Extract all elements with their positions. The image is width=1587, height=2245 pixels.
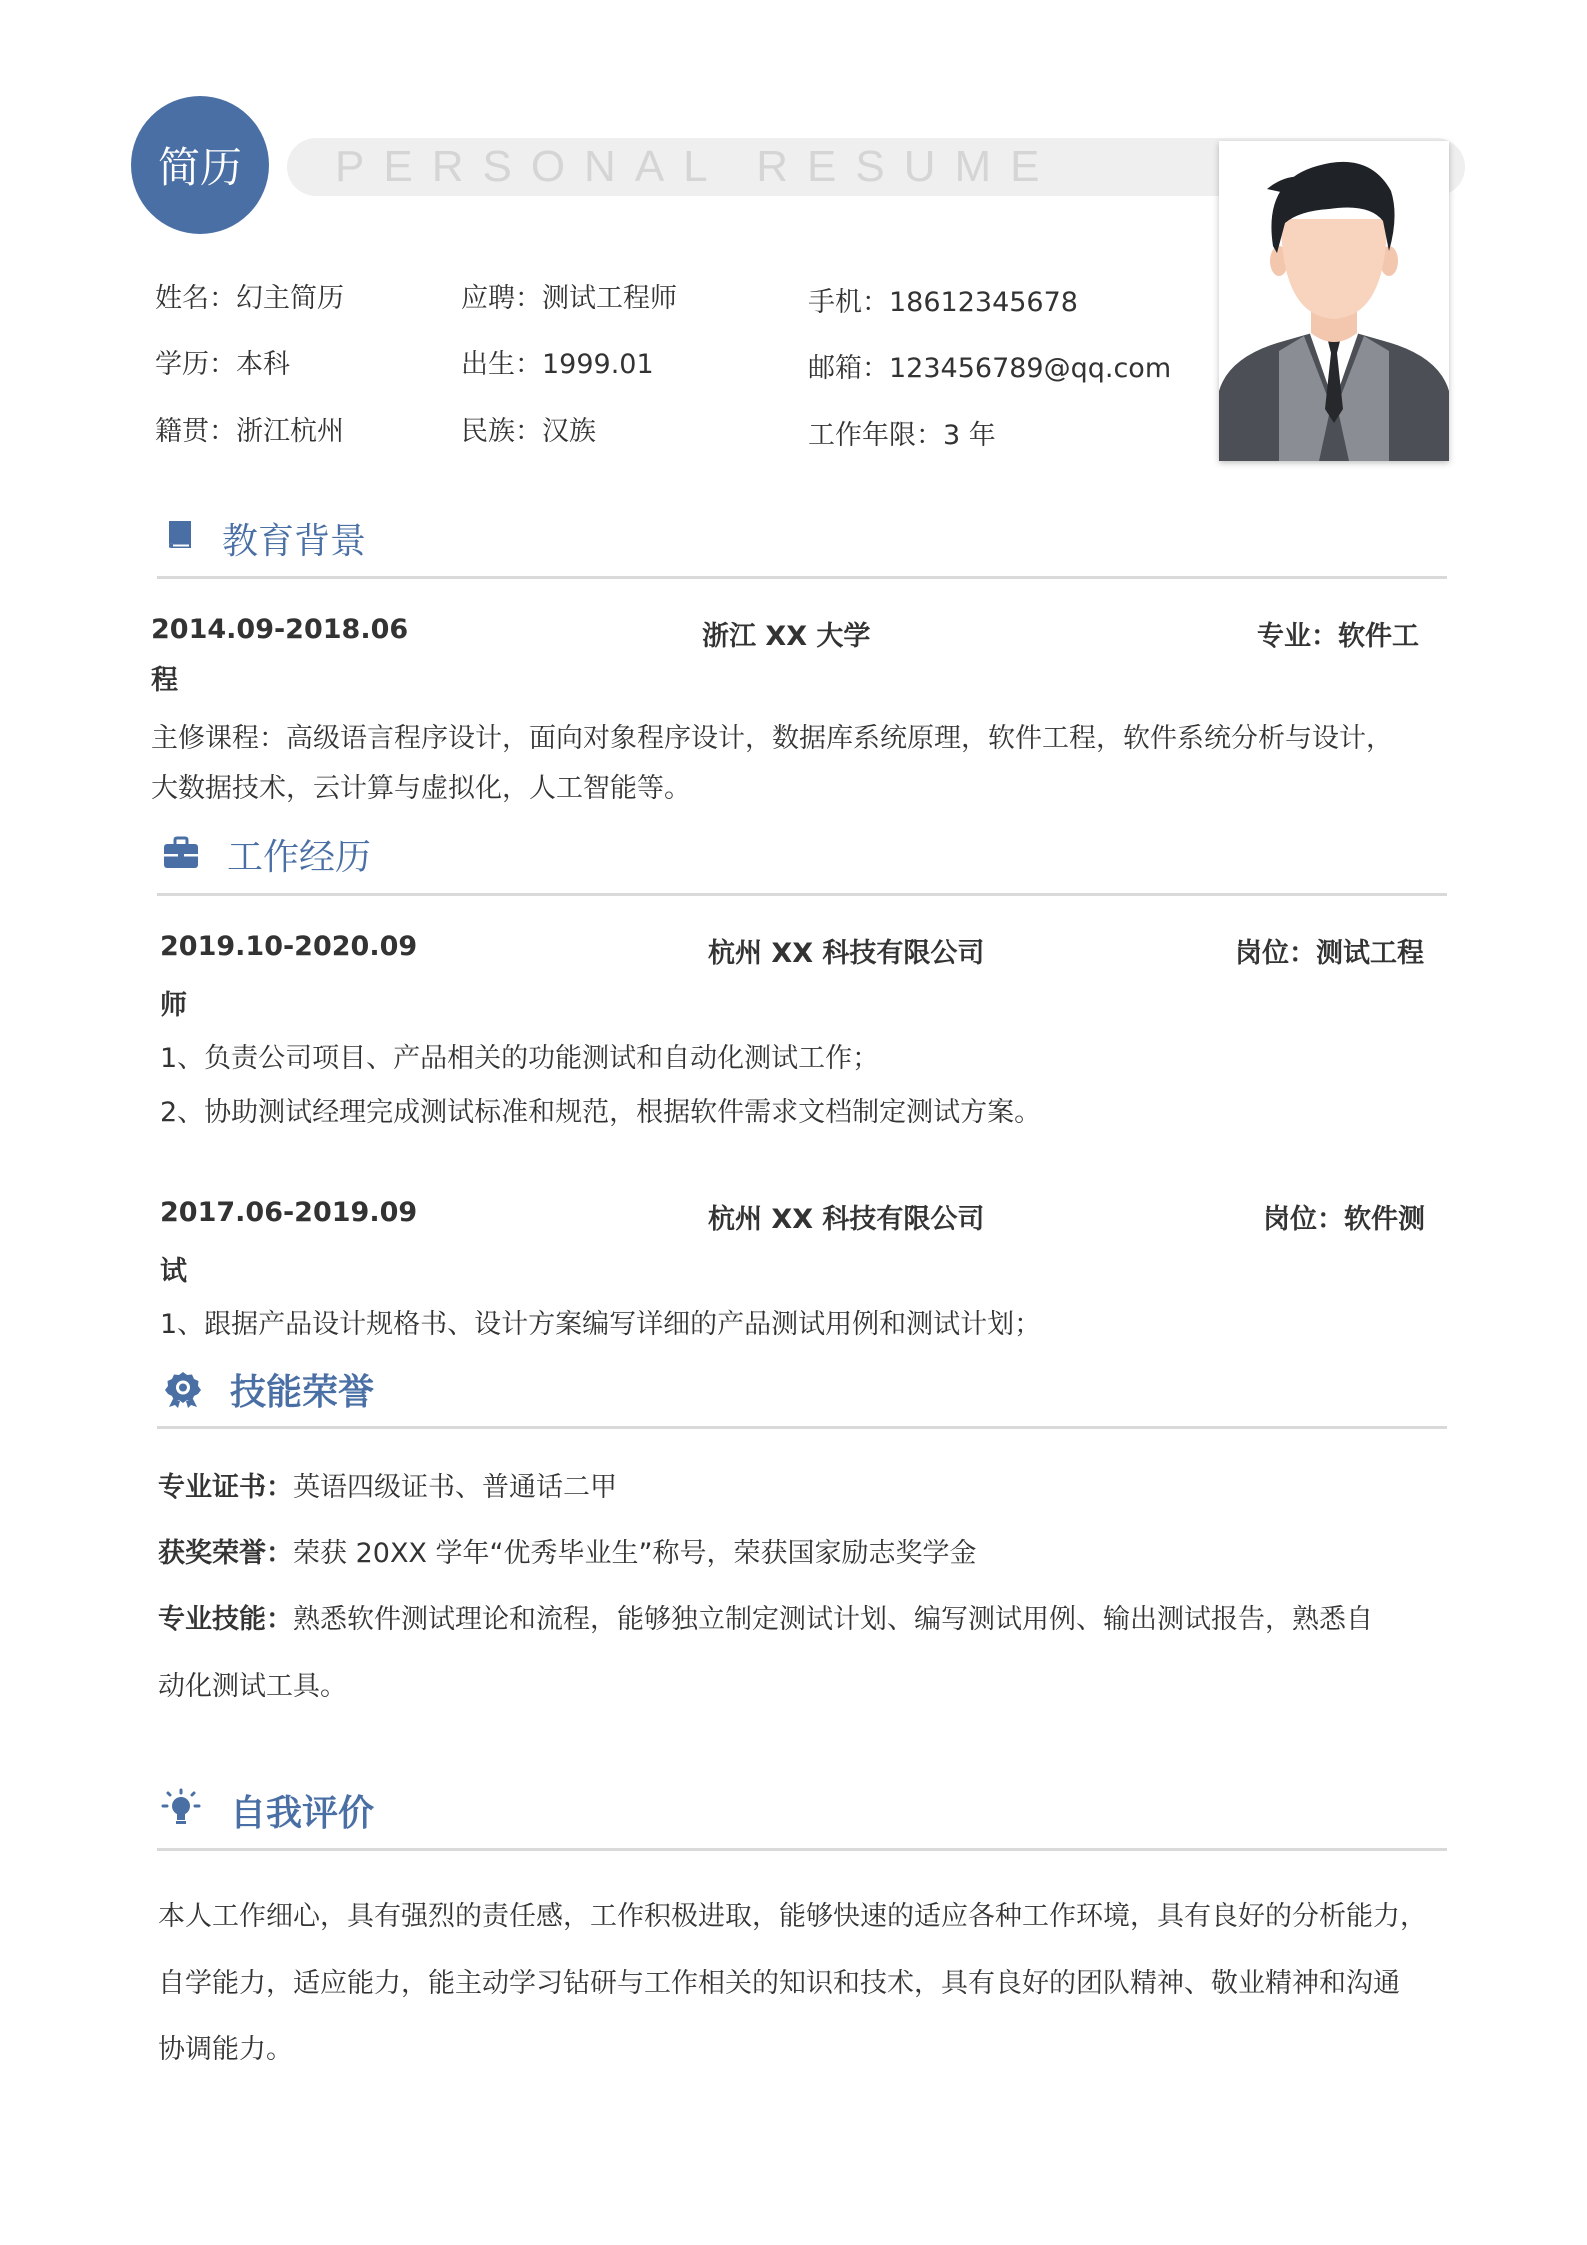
skill-certificates-label: 专业证书： — [158, 1472, 293, 1503]
education-major-wrap: 程 — [151, 665, 178, 696]
section-title-work: 工作经历 — [227, 837, 372, 878]
avatar-portrait — [1219, 141, 1449, 461]
self-line-1: 本人工作细心，具有强烈的责任感，工作积极进取，能够快速的适应各种工作环境，具有良好的分析能力， — [158, 1901, 1427, 1932]
job-1-period: 2019.10-2020.09 — [160, 931, 418, 962]
job-2-position-wrap: 试 — [160, 1256, 187, 1287]
self-divider — [157, 1848, 1447, 1851]
section-title-self: 自我评价 — [230, 1793, 375, 1834]
skill-awards-value: 荣获 20XX 学年“优秀毕业生”称号，荣获国家励志奖学金 — [293, 1538, 977, 1569]
award-icon — [165, 1370, 205, 1410]
education-period: 2014.09-2018.06 — [151, 614, 409, 645]
job-1-company: 杭州 XX 科技有限公司 — [708, 938, 985, 969]
work-divider — [157, 893, 1447, 896]
profile-photo — [1219, 141, 1449, 461]
skill-certificates — [158, 1465, 617, 1504]
info-phone: 手机：18612345678 — [808, 287, 1078, 318]
skill-certificates-value: 英语四级证书、普通话二甲 — [293, 1472, 617, 1503]
info-birth: 出生：1999.01 — [461, 349, 654, 380]
job-2-period: 2017.06-2019.09 — [160, 1197, 418, 1228]
education-courses-line-1: 主修课程：高级语言程序设计，面向对象程序设计，数据库系统原理，软件工程，软件系统分析与设计， — [151, 723, 1393, 754]
education-major: 专业：软件工 — [1257, 621, 1419, 652]
skill-abilities-label: 专业技能： — [158, 1604, 293, 1635]
section-title-education: 教育背景 — [222, 521, 367, 562]
skill-awards-label: 获奖荣誉： — [158, 1538, 293, 1569]
info-education: 学历：本科 — [155, 349, 290, 380]
self-line-2: 自学能力，适应能力，能主动学习钻研与工作相关的知识和技术，具有良好的团队精神、敬业精神和沟通 — [158, 1968, 1400, 1999]
education-divider — [157, 576, 1447, 579]
resume-badge: 简历 — [131, 96, 269, 234]
info-years: 工作年限：3 年 — [808, 420, 996, 451]
skills-divider — [157, 1426, 1447, 1429]
job-2-company: 杭州 XX 科技有限公司 — [708, 1204, 985, 1235]
skill-abilities — [158, 1597, 1373, 1636]
section-title-skills: 技能荣誉 — [230, 1372, 375, 1413]
education-school: 浙江 XX 大学 — [702, 621, 871, 652]
banner-title: PERSONAL RESUME — [335, 142, 1059, 191]
job-1-duty-2: 2、协助测试经理完成测试标准和规范，根据软件需求文档制定测试方案。 — [160, 1097, 1042, 1128]
info-name: 姓名：幻主简历 — [155, 283, 344, 314]
job-1-position-wrap: 师 — [160, 990, 187, 1021]
education-courses-line-2: 大数据技术，云计算与虚拟化，人工智能等。 — [151, 773, 691, 804]
job-1-duty-1: 1、负责公司项目、产品相关的功能测试和自动化测试工作； — [160, 1043, 880, 1074]
book-icon — [163, 517, 203, 557]
job-2-position: 岗位：软件测 — [1263, 1204, 1425, 1235]
job-2-duty-1: 1、跟据产品设计规格书、设计方案编写详细的产品测试用例和测试计划； — [160, 1309, 1042, 1340]
job-1-position: 岗位：测试工程 — [1235, 938, 1424, 969]
skill-abilities-line-2: 动化测试工具。 — [158, 1671, 347, 1702]
skill-abilities-value: 熟悉软件测试理论和流程，能够独立制定测试计划、编写测试用例、输出测试报告，熟悉自 — [293, 1604, 1373, 1635]
self-line-3: 协调能力。 — [158, 2034, 293, 2065]
lightbulb-icon — [161, 1788, 201, 1828]
info-email: 邮箱：123456789@qq.com — [808, 353, 1172, 384]
info-ethnic: 民族：汉族 — [461, 416, 596, 447]
briefcase-icon — [163, 836, 203, 876]
skill-awards — [158, 1531, 977, 1570]
info-job: 应聘：测试工程师 — [461, 283, 677, 314]
info-origin: 籍贯：浙江杭州 — [155, 416, 344, 447]
